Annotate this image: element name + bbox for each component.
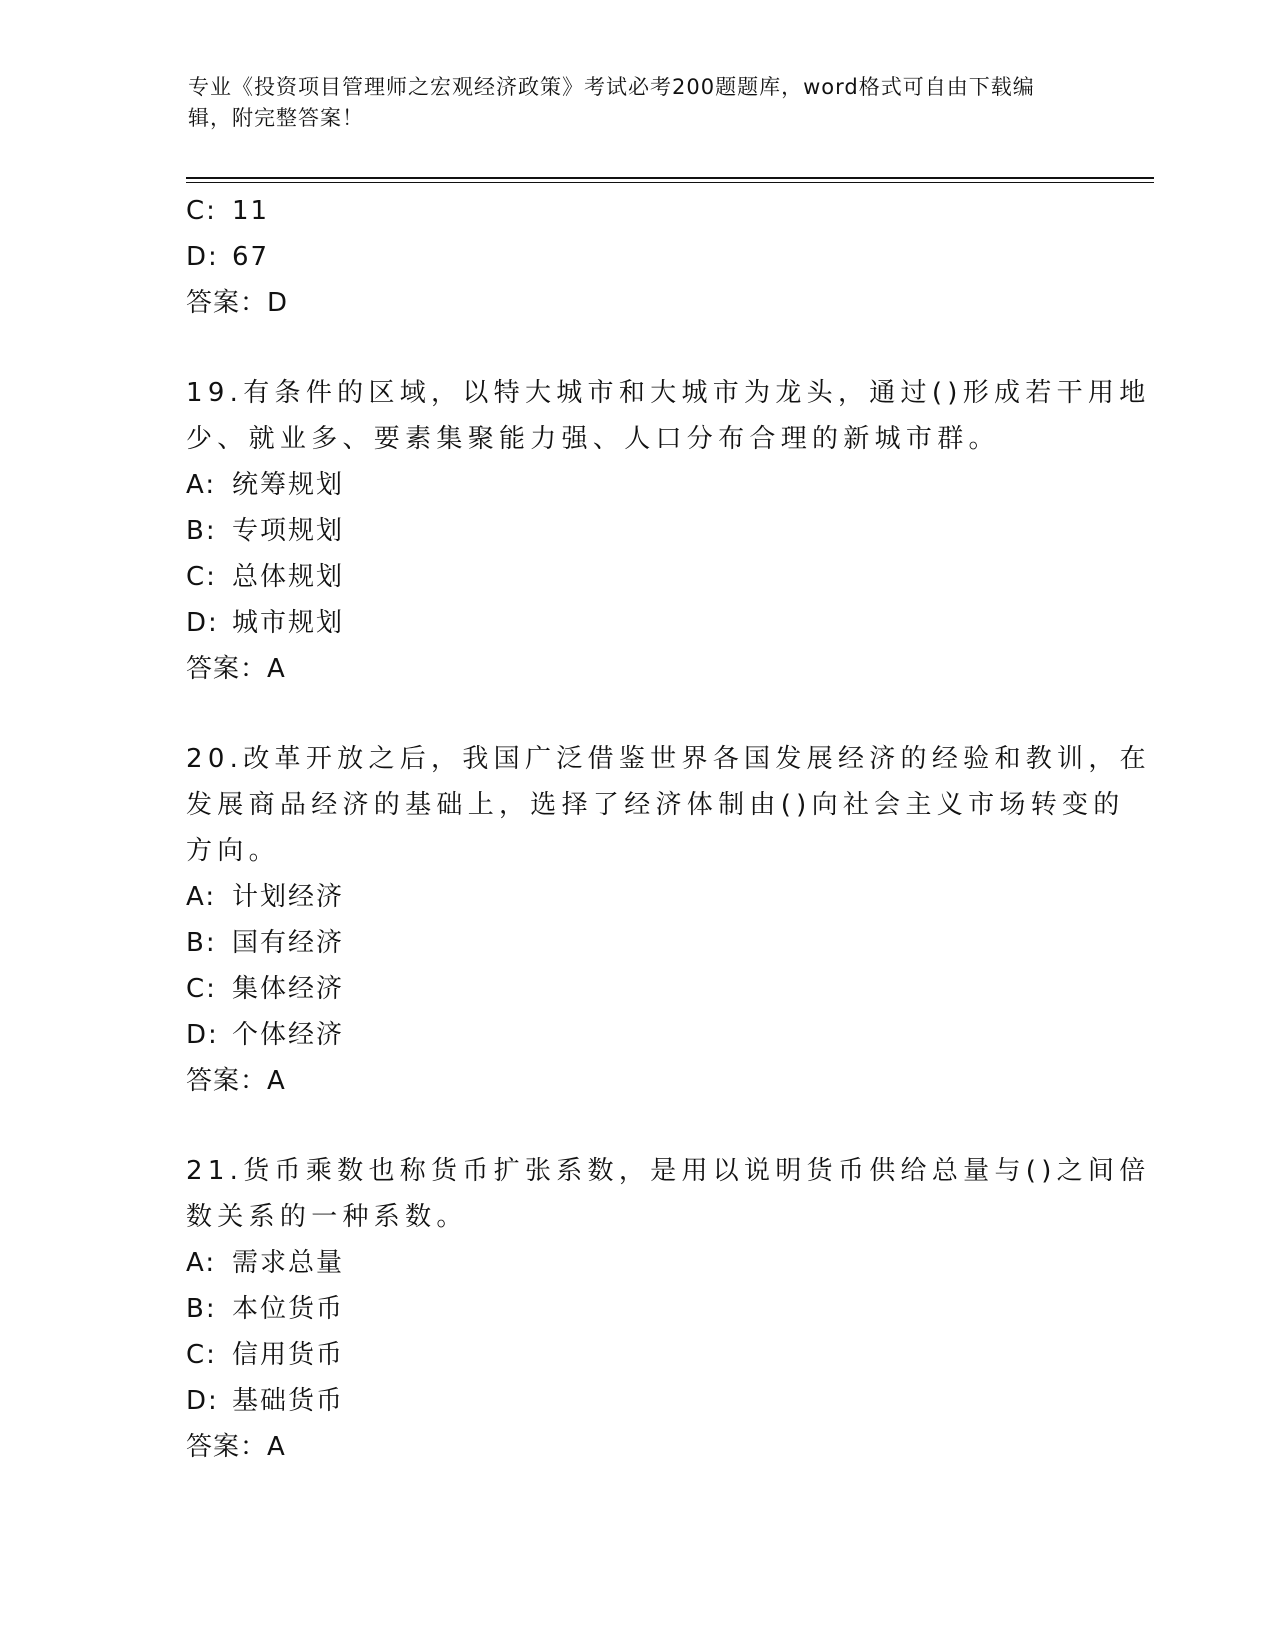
option-c: C: 信用货币: [186, 1340, 345, 1370]
option-c: C: 11: [186, 196, 270, 226]
question-21: [186, 1148, 1151, 1470]
question-text-line: 19.有条件的区域，以特大城市和大城市为龙头，通过()形成若干用地: [186, 378, 1151, 408]
header-rule-thick: [186, 177, 1154, 179]
option-b: B: 本位货币: [186, 1294, 345, 1324]
option-d: D: 个体经济: [186, 1020, 345, 1050]
option-b: B: 专项规划: [186, 516, 345, 546]
question-text-line: 少、就业多、要素集聚能力强、人口分布合理的新城市群。: [186, 424, 1000, 454]
carryover-block: [186, 188, 1086, 326]
option-a: A: 需求总量: [186, 1248, 345, 1278]
question-text-line: 20.改革开放之后，我国广泛借鉴世界各国发展经济的经验和教训，在: [186, 744, 1151, 774]
question-text-line: 21.货币乘数也称货币扩张系数，是用以说明货币供给总量与()之间倍: [186, 1156, 1151, 1186]
option-a: A: 统筹规划: [186, 470, 345, 500]
option-d: D: 基础货币: [186, 1386, 345, 1416]
header-rule-thin: [186, 182, 1154, 183]
option-c: C: 总体规划: [186, 562, 345, 592]
option-a: A: 计划经济: [186, 882, 345, 912]
answer: 答案：D: [186, 288, 289, 318]
document-header: 专业《投资项目管理师之宏观经济政策》考试必考200题题库，word格式可自由下载编辑，附完整答案！: [188, 75, 1035, 130]
answer: 答案：A: [186, 1432, 286, 1462]
question-text-line: 方向。: [186, 836, 280, 866]
option-d: D: 城市规划: [186, 608, 345, 638]
question-list: [186, 188, 1151, 1470]
option-d: D: 67: [186, 242, 270, 272]
answer: 答案：A: [186, 1066, 286, 1096]
option-c: C: 集体经济: [186, 974, 345, 1004]
option-b: B: 国有经济: [186, 928, 345, 958]
question-19: [186, 370, 1151, 692]
question-text-line: 数关系的一种系数。: [186, 1202, 468, 1232]
question-20: [186, 736, 1151, 1104]
answer: 答案：A: [186, 654, 286, 684]
question-text-line: 发展商品经济的基础上，选择了经济体制由()向社会主义市场转变的: [186, 790, 1125, 820]
